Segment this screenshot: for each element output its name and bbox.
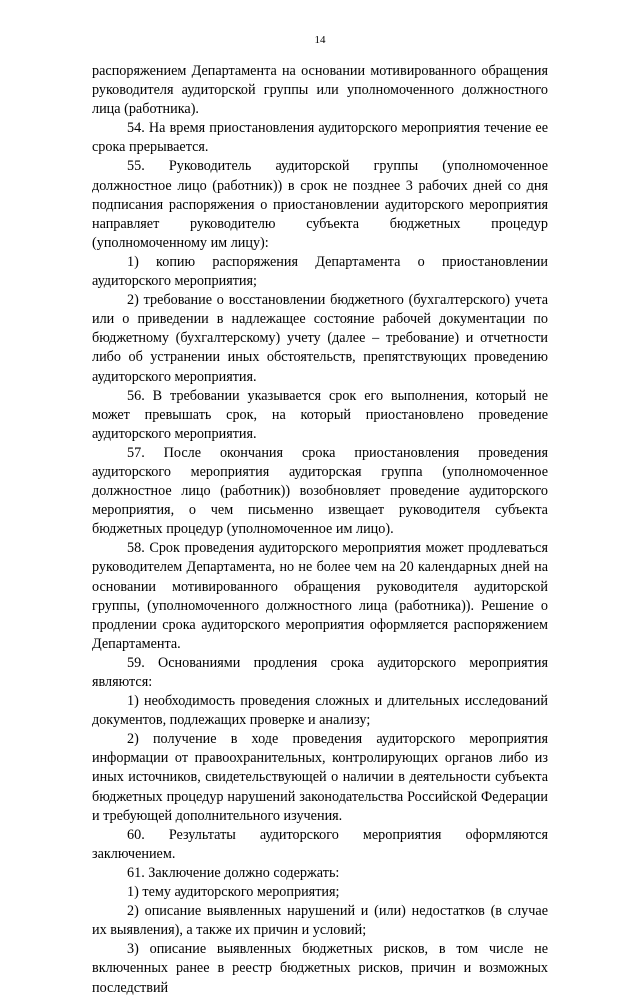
paragraph-59-item-2: 2) получение в ходе проведения аудиторского мероприятия информации от правоохранительных, контролирующих органов либо из иных источников, свидетельствующей о наличии в деятельности субъекта бюджетных процедур нарушений законодательства Российской Федерации и требующей дополнительного изучения. — [92, 731, 548, 824]
paragraph-57: 57. После окончания срока приостановления проведения аудиторского мероприятия аудиторская группа (уполномоченное должностное лицо (работник)) возобновляет проведение аудиторского мероприятия, о чем письменно извещает руководителя субъекта бюджетных процедур (уполномоченное им лицо). — [92, 444, 548, 538]
paragraph-56: 56. В требовании указывается срок его выполнения, который не может превышать срок, на который приостановлено проведение аудиторского мероприятия. — [92, 387, 548, 442]
paragraph-55: 55. Руководитель аудиторской группы (уполномоченное должностное лицо (работник)) в срок не позднее 3 рабочих дней со дня подписания распоряжения о приостановлении аудиторского мероприятия направляет руководителю субъекта бюджетных процедур (уполномоченному им лицу): — [92, 158, 548, 251]
paragraph-61: 61. Заключение должно содержать: — [127, 864, 340, 881]
paragraph-61-item-2: 2) описание выявленных нарушений и (или) недостатков (в случае их выявления), а также их причин и условий; — [92, 903, 548, 939]
paragraph-54: 54. На время приостановления аудиторского мероприятия течение ее срока прерывается. — [92, 120, 548, 156]
paragraph-55-item-1: 1) копию распоряжения Департамента о приостановлении аудиторского мероприятия; — [92, 253, 548, 290]
paragraph-58: 58. Срок проведения аудиторского мероприятия может продлеваться руководителем Департамента, но не более чем на 20 календарных дней на основании мотивированного обращения руководителя аудиторской группы, (уполномоченного должностного лица (работника)). Решение о продлении срока аудиторского мероприятия оформляется распоряжением Департамента. — [92, 540, 548, 652]
paragraph-60: 60. Результаты аудиторского мероприятия оформляются заключением. — [92, 826, 548, 862]
paragraph-59-item-1: 1) необходимость проведения сложных и длительных исследований документов, подлежащих проверке и анализу; — [92, 693, 548, 729]
page-number: 14 — [314, 34, 326, 46]
paragraph-59: 59. Основаниями продления срока аудиторского мероприятия являются: — [92, 654, 548, 690]
document-body — [92, 62, 548, 998]
paragraph-55-item-2: 2) требование о восстановлении бюджетного (бухгалтерского) учета или о приведении в надлежащее состояние рабочей документации по бюджетному (бухгалтерскому) учету (далее – требование) и отчетности либо об устранении иных обстоятельств, препятствующих проведению аудиторского мероприятия. — [92, 292, 548, 385]
paragraph-61-item-1: 1) тему аудиторского мероприятия; — [127, 884, 340, 901]
paragraph-continuation: распоряжением Департамента на основании мотивированного обращения руководителя аудиторской группы или уполномоченного должностного лица (работника). — [92, 63, 548, 118]
paragraph-61-item-3: 3) описание выявленных бюджетных рисков, в том числе не включенных ранее в реестр бюджетных рисков, причин и возможных последствий — [92, 941, 548, 996]
